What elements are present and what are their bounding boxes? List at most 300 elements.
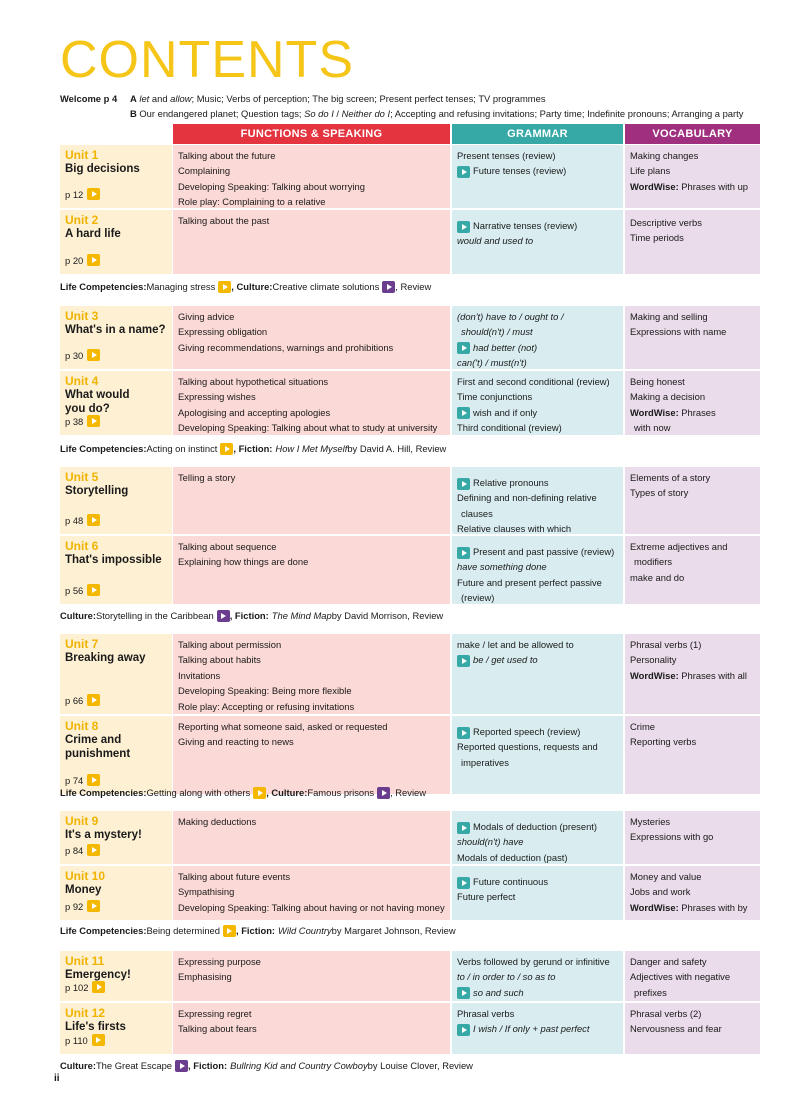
video-play-icon[interactable] <box>87 584 100 596</box>
unit-row <box>60 371 760 435</box>
unit-title: you do? <box>65 403 110 415</box>
functions-item: Talking about future events <box>178 871 291 882</box>
unit-page <box>65 1033 105 1048</box>
extras-label: Culture: <box>60 1060 96 1071</box>
video-play-icon[interactable] <box>223 925 236 937</box>
unit-page <box>65 513 100 528</box>
vocabulary-item: Nervousness and fear <box>630 1023 722 1035</box>
unit-row <box>60 634 760 714</box>
unit-number: Unit 3 <box>65 309 99 323</box>
vocabulary-cell <box>625 536 760 604</box>
video-play-icon[interactable] <box>382 281 395 293</box>
vocabulary-item: Descriptive verbs <box>630 217 702 228</box>
extras-text: Managing stress <box>146 281 216 292</box>
unit-cell <box>60 811 172 864</box>
unit-row <box>60 951 760 1001</box>
grammar-item <box>457 834 618 849</box>
grammar-item <box>457 521 618 536</box>
grammar-item <box>457 233 618 248</box>
vocabulary-item: Jobs and work <box>630 886 691 898</box>
extras-text: , Review <box>395 281 432 292</box>
unit-title: It's a mystery! <box>65 829 142 841</box>
extras-text: The Mind Map <box>271 610 332 621</box>
extras-text: , Review <box>390 787 427 798</box>
header-vocabulary: VOCABULARY <box>625 124 760 144</box>
vocabulary-cell <box>625 634 760 714</box>
grammar-item <box>457 1021 618 1036</box>
grammar-item <box>457 490 618 505</box>
grammar-item <box>457 309 618 324</box>
page-number: ii <box>54 1073 60 1084</box>
grammar-item-text: make / let and be allowed to <box>457 639 574 650</box>
extras-text: by Margaret Johnson, Review <box>331 925 456 936</box>
extras-label: , Culture: <box>231 281 273 292</box>
grammar-item <box>457 163 618 178</box>
functions-item: Reporting what someone said, asked or requested <box>178 721 388 732</box>
functions-item: Developing Speaking: Being more flexible <box>178 685 352 697</box>
video-play-icon[interactable] <box>92 1034 105 1046</box>
extras-text: The Great Escape <box>95 1060 173 1071</box>
vocabulary-item: Types of story <box>630 487 689 499</box>
unit-page-number: p 30 <box>65 349 84 361</box>
video-play-icon[interactable] <box>87 349 100 361</box>
unit-page-number: p 92 <box>65 900 84 912</box>
video-play-icon[interactable] <box>457 655 470 667</box>
grammar-cell <box>452 371 623 435</box>
unit-page-number: p 110 <box>65 1034 88 1046</box>
unit-title: Storytelling <box>65 485 129 497</box>
section-extras-line <box>60 786 760 800</box>
unit-title: That's impossible <box>65 554 162 566</box>
unit-page-number: p 56 <box>65 584 84 596</box>
unit-title: What's in a name? <box>65 324 166 336</box>
unit-title: Breaking away <box>65 652 146 664</box>
vocabulary-item <box>630 668 755 683</box>
extras-label: Life Competencies: <box>60 443 147 454</box>
grammar-item-text: Relative pronouns <box>473 477 549 488</box>
grammar-item-text: clauses <box>461 507 493 519</box>
unit-page-number: p 48 <box>65 514 84 526</box>
unit-page-number: p 102 <box>65 981 89 993</box>
grammar-item-text: had better (not) <box>473 341 538 353</box>
grammar-item-text: can('t) / must(n't) <box>457 357 527 369</box>
functions-speaking-cell <box>173 467 450 534</box>
functions-item: Talking about sequence <box>178 541 277 552</box>
functions-speaking-cell <box>173 536 450 604</box>
welcome-page: p 4 <box>103 93 118 104</box>
vocabulary-item: Being honest <box>630 376 685 387</box>
extras-text: Bullring Kid and Country Cowboy <box>230 1060 368 1071</box>
functions-item: Talking about habits <box>178 654 261 666</box>
unit-cell <box>60 634 172 714</box>
vocabulary-item: Phrasal verbs (1) <box>630 639 702 650</box>
vocabulary-cell <box>625 371 760 435</box>
unit-title: Big decisions <box>65 163 140 175</box>
video-play-icon[interactable] <box>457 547 470 559</box>
unit-page-number: p 38 <box>65 415 84 427</box>
video-play-icon[interactable] <box>457 221 470 233</box>
video-play-icon[interactable] <box>457 407 470 419</box>
grammar-item-text: Future tenses (review) <box>473 165 567 177</box>
functions-item: Talking about hypothetical situations <box>178 376 329 387</box>
unit-number: Unit 10 <box>65 869 106 883</box>
grammar-cell <box>452 1003 623 1054</box>
unit-cell <box>60 1003 172 1054</box>
video-play-icon[interactable] <box>92 981 105 993</box>
vocabulary-item <box>630 900 755 915</box>
vocabulary-item: Making a decision <box>630 391 706 403</box>
video-play-icon[interactable] <box>457 166 470 178</box>
functions-item: Complaining <box>178 165 231 177</box>
functions-item: Talking about permission <box>178 639 282 650</box>
vocabulary-cell <box>625 306 760 369</box>
grammar-cell <box>452 866 623 920</box>
extras-label: Life Competencies: <box>60 281 147 292</box>
grammar-item-text: should(n't) have <box>457 836 524 848</box>
functions-item: Emphasising <box>178 971 232 983</box>
unit-row <box>60 1003 760 1054</box>
grammar-item <box>457 506 618 521</box>
vocabulary-cell <box>625 866 760 920</box>
grammar-item-text: would and used to <box>457 235 534 247</box>
grammar-item <box>457 405 618 420</box>
vocabulary-cell <box>625 210 760 274</box>
grammar-cell <box>452 210 623 274</box>
unit-page <box>65 583 100 598</box>
grammar-item-text: Reported questions, requests and <box>457 741 598 753</box>
extras-label: , Fiction: <box>233 443 273 454</box>
grammar-item-text: (review) <box>461 592 495 604</box>
extras-text: Acting on instinct <box>146 443 218 454</box>
grammar-item-text: First and second conditional (review) <box>457 376 610 387</box>
extras-text: Famous prisons <box>307 787 375 798</box>
unit-cell <box>60 866 172 920</box>
grammar-item-text: so and such <box>473 986 524 998</box>
welcome-b-text: Our endangered planet; Question tags; <box>139 107 305 119</box>
grammar-item <box>457 985 618 1000</box>
unit-page <box>65 348 100 363</box>
section-extras-line <box>60 924 760 938</box>
vocabulary-item: prefixes <box>634 986 667 998</box>
functions-item: Talking about the past <box>178 215 270 226</box>
unit-page-number: p 66 <box>65 694 84 706</box>
vocabulary-item <box>630 405 755 420</box>
unit-page <box>65 253 100 268</box>
welcome-section <box>60 92 780 121</box>
grammar-item <box>457 575 618 590</box>
extras-label: Life Competencies: <box>60 925 147 936</box>
grammar-item <box>457 724 618 739</box>
unit-row <box>60 467 760 534</box>
grammar-cell <box>452 811 623 864</box>
section-extras-line <box>60 280 760 294</box>
grammar-item <box>457 148 618 163</box>
video-play-icon[interactable] <box>457 1024 470 1036</box>
grammar-cell <box>452 145 623 208</box>
grammar-item <box>457 652 618 667</box>
unit-number: Unit 8 <box>65 719 99 733</box>
unit-page-number: p 74 <box>65 774 84 786</box>
grammar-item-text: I wish / If only + past perfect <box>473 1023 590 1035</box>
grammar-item-text: Relative clauses with which <box>457 523 572 535</box>
vocabulary-item: Money and value <box>630 871 702 882</box>
wordwise-text: Phrases <box>678 406 716 418</box>
grammar-cell <box>452 467 623 534</box>
vocabulary-item: with now <box>634 422 671 434</box>
vocabulary-cell <box>625 1003 760 1054</box>
grammar-item <box>457 340 618 355</box>
functions-speaking-cell <box>173 866 450 920</box>
vocabulary-item: Extreme adjectives and <box>630 541 728 552</box>
vocabulary-item: Reporting verbs <box>630 736 697 748</box>
vocabulary-item: Time periods <box>630 232 684 244</box>
grammar-item <box>457 850 618 865</box>
welcome-b-text: So do I <box>304 107 334 119</box>
grammar-item <box>457 755 618 770</box>
unit-number: Unit 7 <box>65 637 99 651</box>
video-play-icon[interactable] <box>87 415 100 427</box>
grammar-item-text: Defining and non-defining relative <box>457 492 597 504</box>
extras-label: Culture: <box>60 610 96 621</box>
vocabulary-item: Crime <box>630 721 655 732</box>
wordwise-label: WordWise: <box>630 180 679 192</box>
grammar-item <box>457 389 618 404</box>
grammar-item <box>457 218 618 233</box>
functions-item: Talking about fears <box>178 1023 257 1035</box>
grammar-cell <box>452 536 623 604</box>
extras-text: Getting along with others <box>146 787 251 798</box>
video-play-icon[interactable] <box>87 514 100 526</box>
unit-cell <box>60 467 172 534</box>
vocabulary-item <box>630 179 755 194</box>
functions-item: Developing Speaking: Talking about having or not having money <box>178 901 445 913</box>
functions-item: Expressing regret <box>178 1008 252 1019</box>
extras-label: , Culture: <box>266 787 308 798</box>
functions-item: Developing Speaking: Talking about what to study at university <box>178 422 438 434</box>
welcome-label: Welcome <box>60 93 101 104</box>
unit-number: Unit 2 <box>65 213 99 227</box>
grammar-item <box>457 559 618 574</box>
wordwise-text: Phrases with up <box>678 180 749 192</box>
functions-item: Expressing wishes <box>178 391 256 403</box>
grammar-item-text: Verbs followed by gerund or infinitive <box>457 956 610 967</box>
video-play-icon[interactable] <box>457 727 470 739</box>
grammar-item-text: Present tenses (review) <box>457 150 556 161</box>
grammar-item-text: should(n't) / must <box>461 326 533 338</box>
extras-label: , Fiction: <box>229 610 269 621</box>
grammar-item <box>457 374 618 389</box>
unit-title: Money <box>65 884 102 896</box>
unit-cell <box>60 951 172 1001</box>
functions-speaking-cell <box>173 371 450 435</box>
unit-number: Unit 11 <box>65 954 105 968</box>
video-play-icon[interactable] <box>87 188 100 200</box>
unit-title: Life's firsts <box>65 1021 126 1033</box>
functions-item: Role play: Accepting or refusing invitations <box>178 700 355 712</box>
wordwise-label: WordWise: <box>630 901 679 913</box>
grammar-item-text: Future perfect <box>457 891 516 903</box>
welcome-a-text: allow <box>170 93 192 104</box>
unit-number: Unit 1 <box>65 148 99 162</box>
functions-item: Making deductions <box>178 816 257 827</box>
unit-row <box>60 210 760 274</box>
grammar-item-text: Modals of deduction (present) <box>473 821 598 832</box>
grammar-cell <box>452 634 623 714</box>
vocabulary-item: modifiers <box>634 556 673 568</box>
extras-label: , Fiction: <box>188 1060 228 1071</box>
grammar-item-text: (don't) have to / ought to / <box>457 311 564 322</box>
welcome-a-letter: A <box>130 93 137 104</box>
wordwise-text: Phrases with by <box>678 901 748 913</box>
grammar-item-text: Phrasal verbs <box>457 1008 515 1019</box>
vocabulary-cell <box>625 716 760 794</box>
vocabulary-item: Life plans <box>630 165 671 177</box>
extras-label: , Fiction: <box>235 925 276 936</box>
unit-page-number: p 20 <box>65 254 84 266</box>
grammar-item <box>457 739 618 754</box>
functions-speaking-cell <box>173 811 450 864</box>
extras-text: by David A. Hill, Review <box>347 443 447 454</box>
grammar-item <box>457 324 618 339</box>
video-play-icon[interactable] <box>87 900 100 912</box>
vocabulary-cell <box>625 811 760 864</box>
grammar-item <box>457 590 618 605</box>
grammar-item <box>457 544 618 559</box>
section-extras-line <box>60 1059 760 1073</box>
unit-cell <box>60 536 172 604</box>
vocabulary-item: Adjectives with negative <box>630 971 731 983</box>
grammar-item-text: Future and present perfect passive <box>457 576 602 588</box>
vocabulary-cell <box>625 467 760 534</box>
functions-item: Giving advice <box>178 311 235 322</box>
grammar-cell <box>452 951 623 1001</box>
grammar-item <box>457 355 618 370</box>
wordwise-label: WordWise: <box>630 669 679 681</box>
vocabulary-cell <box>625 951 760 1001</box>
unit-page <box>65 843 100 858</box>
unit-number: Unit 5 <box>65 470 99 484</box>
functions-speaking-cell <box>173 210 450 274</box>
grammar-item-text: wish and if only <box>473 406 538 418</box>
video-play-icon[interactable] <box>87 844 100 856</box>
unit-page <box>65 414 100 429</box>
grammar-cell <box>452 306 623 369</box>
welcome-a-text: let <box>139 93 150 104</box>
grammar-item <box>457 819 618 834</box>
vocabulary-item: Expressions with go <box>630 831 714 843</box>
welcome-b-text: Neither do I <box>341 107 391 119</box>
functions-item: Expressing obligation <box>178 326 268 338</box>
video-play-icon[interactable] <box>457 342 470 354</box>
unit-cell <box>60 306 172 369</box>
grammar-item-text: Reported speech (review) <box>473 726 581 737</box>
extras-label: Life Competencies: <box>60 787 147 798</box>
welcome-a-text: and <box>149 93 171 104</box>
unit-page-number: p 12 <box>65 188 84 200</box>
vocabulary-cell <box>625 145 760 208</box>
grammar-item-text: to / in order to / so as to <box>457 971 556 983</box>
functions-speaking-cell <box>173 634 450 714</box>
grammar-item-text: Narrative tenses (review) <box>473 220 578 231</box>
video-play-icon[interactable] <box>87 254 100 266</box>
functions-speaking-cell <box>173 145 450 208</box>
grammar-item <box>457 954 618 969</box>
video-play-icon[interactable] <box>457 987 470 999</box>
video-play-icon[interactable] <box>220 443 233 455</box>
grammar-item <box>457 1006 618 1021</box>
section-extras-line <box>60 609 760 623</box>
video-play-icon[interactable] <box>87 774 100 786</box>
unit-cell <box>60 145 172 208</box>
vocabulary-item: Expressions with name <box>630 326 727 338</box>
unit-title: punishment <box>65 748 131 760</box>
video-play-icon[interactable] <box>457 877 470 889</box>
unit-cell <box>60 210 172 274</box>
vocabulary-item: Phrasal verbs (2) <box>630 1008 702 1019</box>
grammar-cell <box>452 716 623 794</box>
unit-number: Unit 4 <box>65 374 99 388</box>
section-extras-line <box>60 442 760 456</box>
functions-speaking-cell <box>173 951 450 1001</box>
functions-item: Expressing purpose <box>178 956 261 967</box>
header-functions-speaking: FUNCTIONS & SPEAKING <box>173 124 450 144</box>
functions-item: Talking about the future <box>178 150 276 161</box>
vocabulary-item: make and do <box>630 571 685 583</box>
grammar-item <box>457 969 618 984</box>
unit-page <box>65 899 100 914</box>
extras-text: Being determined <box>146 925 220 936</box>
unit-row <box>60 536 760 604</box>
unit-page <box>65 187 100 202</box>
unit-title: Emergency! <box>65 969 131 981</box>
video-play-icon[interactable] <box>218 281 231 293</box>
unit-row <box>60 811 760 864</box>
grammar-item-text: Modals of deduction (past) <box>457 851 568 863</box>
video-play-icon[interactable] <box>457 478 470 490</box>
functions-speaking-cell <box>173 1003 450 1054</box>
functions-item: Giving recommendations, warnings and prohibitions <box>178 341 394 353</box>
grammar-item-text: have something done <box>457 561 547 573</box>
video-play-icon[interactable] <box>175 1060 188 1072</box>
functions-item: Developing Speaking: Talking about worrying <box>178 180 365 192</box>
unit-title: What would <box>65 389 130 401</box>
unit-cell <box>60 371 172 435</box>
video-play-icon[interactable] <box>87 694 100 706</box>
unit-row <box>60 866 760 920</box>
unit-number: Unit 12 <box>65 1006 106 1020</box>
vocabulary-item: Making changes <box>630 150 699 161</box>
unit-page <box>65 693 100 708</box>
unit-page <box>65 980 105 995</box>
functions-item: Apologising and accepting apologies <box>178 406 331 418</box>
extras-text: Creative climate solutions <box>272 281 380 292</box>
page-title: CONTENTS <box>60 31 354 89</box>
grammar-item <box>457 475 618 490</box>
grammar-item <box>457 874 618 889</box>
extras-text: Wild Country <box>278 925 332 936</box>
grammar-item-text: Third conditional (review) <box>457 422 562 434</box>
unit-row <box>60 306 760 369</box>
video-play-icon[interactable] <box>457 822 470 834</box>
vocabulary-item: Danger and safety <box>630 956 707 967</box>
header-grammar: GRAMMAR <box>452 124 623 144</box>
video-play-icon[interactable] <box>217 610 230 622</box>
video-play-icon[interactable] <box>253 787 266 799</box>
video-play-icon[interactable] <box>377 787 390 799</box>
welcome-a-text: ; Music; Verbs of perception; The big screen; Present perfect tenses; TV programmes <box>191 93 546 104</box>
welcome-b-text: / <box>333 107 342 119</box>
unit-cell <box>60 716 172 794</box>
